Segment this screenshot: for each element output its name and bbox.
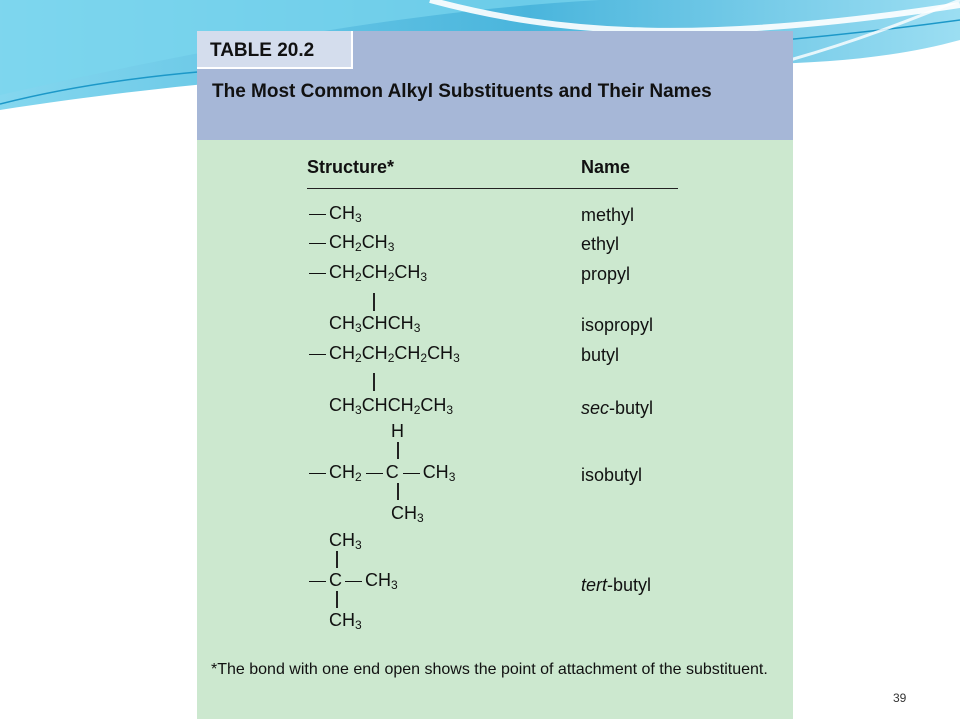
column-header-structure: Structure*	[307, 157, 395, 177]
name-tert-butyl: tert-butyl	[581, 575, 652, 595]
formula-methyl: $CH_3$	[309, 203, 362, 224]
formula-isopropyl: $CH_3CHCH_3$	[329, 313, 421, 335]
table-header	[197, 31, 793, 140]
table-title: The Most Common Alkyl Substituents and Their Names	[212, 81, 712, 102]
column-header-name: Name	[581, 157, 631, 177]
atom-ch3-bottom: $CH_3$	[391, 503, 424, 525]
bond-line	[336, 591, 338, 608]
bond-line	[373, 293, 375, 311]
formula-sec-butyl: $CH_3CHCH_2CH_3$	[329, 395, 454, 417]
alkyl-substituents-table	[197, 31, 793, 719]
bond-line	[336, 551, 338, 568]
table-number: TABLE 20.2	[197, 31, 353, 69]
formula-isobutyl: $CH_2$ C $CH_3$	[309, 462, 455, 483]
name-isobutyl: isobutyl	[581, 465, 643, 485]
formula-tert-butyl: C $CH_3$	[309, 570, 398, 591]
bond-line	[397, 483, 399, 500]
name-butyl: butyl	[581, 345, 620, 365]
name-sec-butyl: sec-butyl	[581, 398, 654, 418]
formula-propyl: $CH_2CH_2CH_3$	[309, 262, 427, 283]
bond-line	[373, 373, 375, 391]
atom-h: H	[391, 421, 404, 441]
atom-ch3-top: $CH_3$	[329, 530, 362, 552]
formula-ethyl: $CH_2CH_3$	[309, 232, 394, 253]
atom-ch3-bottom: $CH_3$	[329, 610, 362, 632]
formula-butyl: $CH_2CH_2CH_2CH_3$	[309, 343, 460, 364]
name-ethyl: ethyl	[581, 234, 620, 254]
name-isopropyl: isopropyl	[581, 315, 654, 335]
header-rule	[307, 188, 678, 189]
name-propyl: propyl	[581, 264, 631, 284]
table-footnote: *The bond with one end open shows the point of attachment of the substituent.	[211, 661, 768, 678]
name-methyl: methyl	[581, 205, 635, 225]
slide-page-number: 39	[893, 691, 907, 705]
bond-line	[397, 442, 399, 459]
